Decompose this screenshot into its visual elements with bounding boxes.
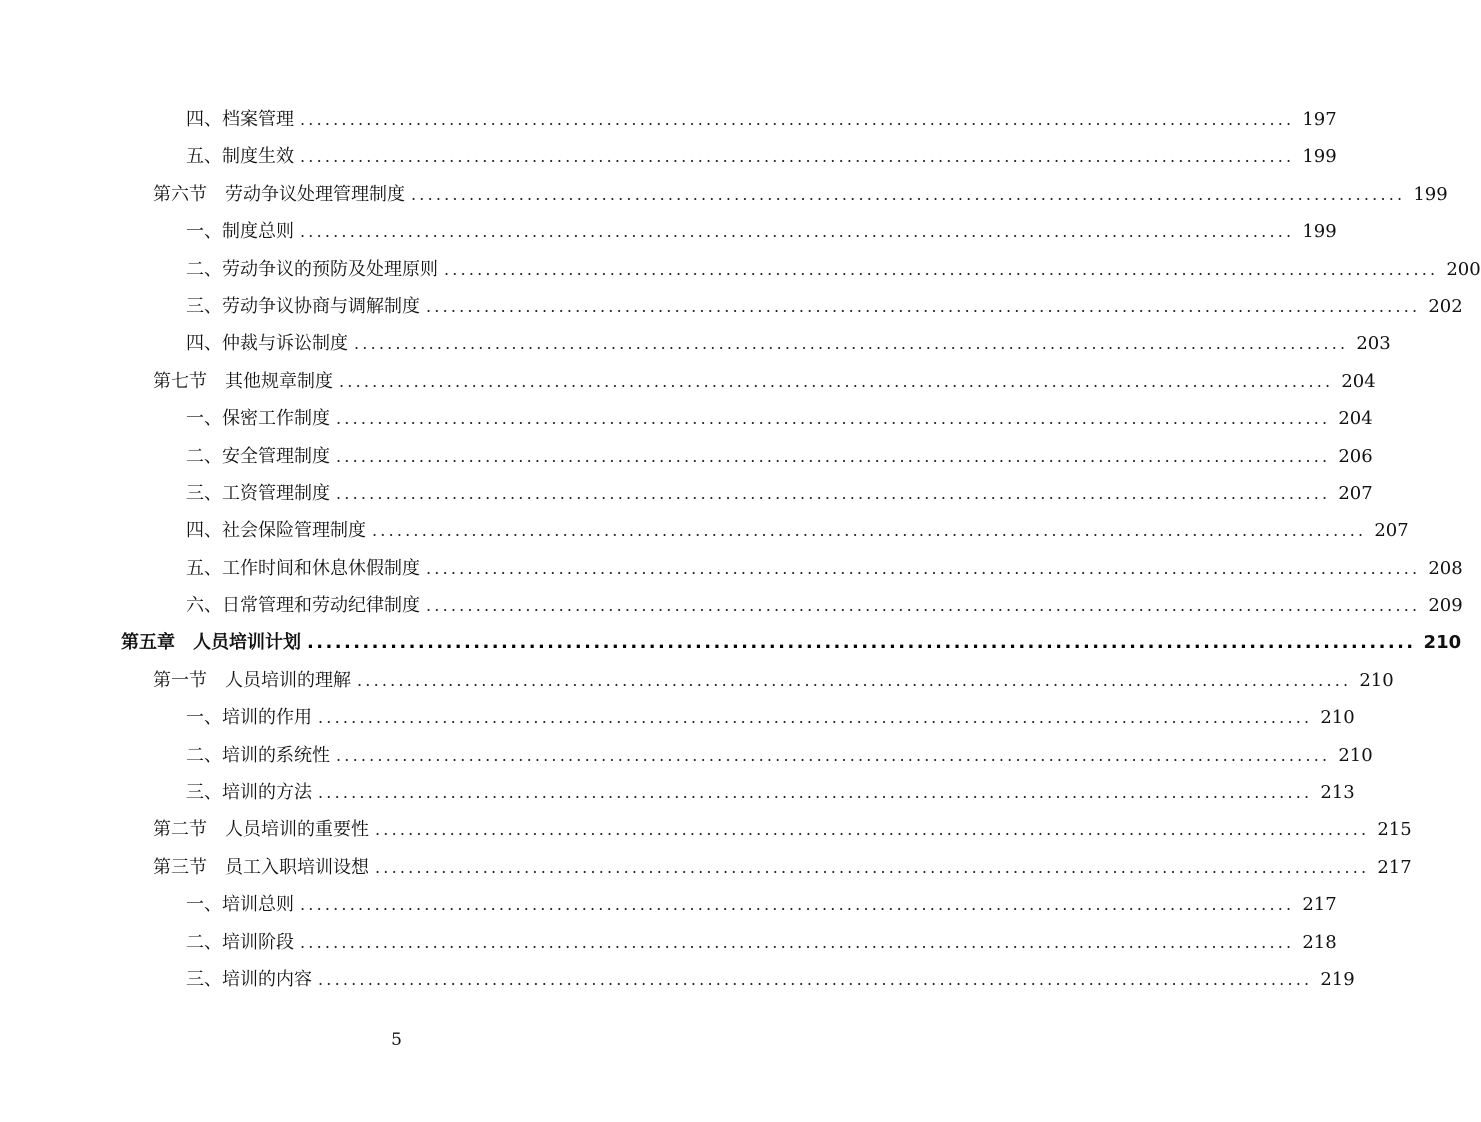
page-number: 5: [391, 1030, 402, 1050]
toc-subsection-entry[interactable]: [0, 438, 1373, 475]
toc-subsection-entry[interactable]: [0, 737, 1373, 774]
toc-subsection-entry[interactable]: [0, 288, 1463, 325]
toc-dot-leader: ........................................................................................................................: [307, 632, 1416, 654]
toc-entry-page: 199: [1302, 221, 1337, 243]
toc-entry-page: 197: [1302, 109, 1337, 130]
toc-dot-leader: ........................................................................................................................: [411, 184, 1406, 204]
toc-section-entry[interactable]: [0, 662, 1394, 699]
toc-entry-label: 二、培训阶段: [186, 931, 294, 953]
toc-entry-label: 三、工资管理制度: [186, 482, 330, 504]
toc-dot-leader: ........................................................................................................................: [300, 147, 1295, 167]
toc-dot-leader: ........................................................................................................................: [300, 222, 1295, 242]
toc-dot-leader: ........................................................................................................................: [318, 783, 1313, 803]
toc-dot-leader: ........................................................................................................................: [426, 296, 1421, 316]
toc-dot-leader: ........................................................................................................................: [318, 708, 1313, 728]
toc-entry-label: 第七节 其他规章制度: [153, 370, 333, 392]
toc-entry-page: 210: [1359, 669, 1394, 691]
toc-entry-label: 二、培训的系统性: [186, 744, 330, 766]
toc-section-entry[interactable]: [0, 849, 1412, 886]
toc-entry-label: 第六节 劳动争议处理管理制度: [153, 183, 405, 205]
toc-entry-page: 210: [1320, 707, 1355, 729]
toc-dot-leader: ........................................................................................................................: [426, 558, 1421, 578]
toc-entry-label: 三、培训的方法: [186, 782, 312, 804]
toc-entry-page: 219: [1320, 968, 1355, 990]
toc-entry-label: 三、劳动争议协商与调解制度: [186, 295, 420, 317]
toc-subsection-entry[interactable]: [0, 325, 1391, 362]
toc-entry-page: 215: [1377, 819, 1412, 841]
table-of-contents: [0, 101, 1481, 998]
toc-entry-page: 204: [1341, 370, 1376, 392]
toc-section-entry[interactable]: [0, 811, 1412, 848]
toc-dot-leader: ........................................................................................................................: [300, 932, 1295, 952]
toc-subsection-entry[interactable]: [0, 924, 1337, 961]
toc-dot-leader: ........................................................................................................................: [426, 596, 1421, 616]
toc-entry-page: 207: [1338, 482, 1373, 504]
toc-entry-label: 四、仲裁与诉讼制度: [186, 333, 348, 355]
toc-entry-page: 217: [1302, 894, 1337, 916]
toc-entry-page: 199: [1302, 146, 1337, 168]
toc-entry-label: 二、劳动争议的预防及处理原则: [186, 258, 438, 280]
toc-subsection-entry[interactable]: [0, 774, 1355, 811]
toc-entry-page: 204: [1338, 408, 1373, 430]
toc-subsection-entry[interactable]: [0, 251, 1481, 288]
toc-subsection-entry[interactable]: [0, 400, 1373, 437]
toc-entry-label: 六、日常管理和劳动纪律制度: [186, 595, 420, 617]
toc-dot-leader: ........................................................................................................................: [339, 371, 1334, 391]
toc-subsection-entry[interactable]: [0, 886, 1337, 923]
toc-entry-page: 218: [1302, 931, 1337, 953]
toc-entry-label: 五、制度生效: [186, 146, 294, 168]
toc-entry-page: 210: [1338, 744, 1373, 766]
toc-entry-label: 一、制度总则: [186, 221, 294, 243]
toc-entry-label: 第五章 人员培训计划: [121, 632, 301, 654]
toc-subsection-entry[interactable]: [0, 550, 1463, 587]
toc-entry-page: 200: [1446, 258, 1481, 280]
toc-section-entry[interactable]: [0, 176, 1448, 213]
toc-dot-leader: ........................................................................................................................: [336, 745, 1331, 765]
toc-entry-label: 三、培训的内容: [186, 968, 312, 990]
toc-entry-label: 一、培训总则: [186, 894, 294, 916]
toc-entry-page: 206: [1338, 445, 1373, 467]
toc-entry-label: 二、安全管理制度: [186, 445, 330, 467]
toc-dot-leader: ........................................................................................................................: [375, 820, 1370, 840]
toc-dot-leader: ........................................................................................................................: [300, 895, 1295, 915]
toc-subsection-entry[interactable]: [0, 475, 1373, 512]
toc-entry-page: 199: [1413, 183, 1448, 205]
toc-subsection-entry[interactable]: [0, 587, 1463, 624]
toc-dot-leader: ........................................................................................................................: [318, 969, 1313, 989]
toc-entry-page: 203: [1356, 333, 1391, 355]
toc-dot-leader: ........................................................................................................................: [336, 409, 1331, 429]
toc-dot-leader: ........................................................................................................................: [336, 446, 1331, 466]
toc-subsection-entry[interactable]: [0, 101, 1337, 138]
toc-entry-label: 第三节 员工入职培训设想: [153, 856, 369, 878]
toc-entry-label: 四、档案管理: [186, 109, 294, 130]
toc-dot-leader: ........................................................................................................................: [372, 521, 1367, 541]
toc-entry-page: 217: [1377, 856, 1412, 878]
toc-entry-page: 202: [1428, 295, 1463, 317]
toc-entry-page: 208: [1428, 557, 1463, 579]
toc-entry-label: 一、保密工作制度: [186, 408, 330, 430]
toc-entry-page: 207: [1374, 520, 1409, 542]
toc-entry-label: 四、社会保险管理制度: [186, 520, 366, 542]
toc-chapter-entry[interactable]: [0, 624, 1462, 661]
toc-dot-leader: ........................................................................................................................: [444, 259, 1439, 279]
toc-subsection-entry[interactable]: [0, 213, 1337, 250]
toc-subsection-entry[interactable]: [0, 961, 1355, 998]
toc-subsection-entry[interactable]: [0, 138, 1337, 175]
toc-entry-label: 第二节 人员培训的重要性: [153, 819, 369, 841]
toc-dot-leader: ........................................................................................................................: [300, 110, 1295, 129]
toc-dot-leader: ........................................................................................................................: [357, 670, 1352, 690]
toc-dot-leader: ........................................................................................................................: [375, 857, 1370, 877]
toc-subsection-entry[interactable]: [0, 699, 1355, 736]
toc-entry-page: 210: [1423, 632, 1462, 654]
toc-dot-leader: ........................................................................................................................: [354, 334, 1349, 354]
toc-entry-page: 209: [1428, 595, 1463, 617]
toc-subsection-entry[interactable]: [0, 512, 1409, 549]
toc-entry-page: 213: [1320, 782, 1355, 804]
toc-dot-leader: ........................................................................................................................: [336, 483, 1331, 503]
toc-section-entry[interactable]: [0, 363, 1376, 400]
toc-entry-label: 五、工作时间和休息休假制度: [186, 557, 420, 579]
toc-entry-label: 一、培训的作用: [186, 707, 312, 729]
toc-entry-label: 第一节 人员培训的理解: [153, 669, 351, 691]
